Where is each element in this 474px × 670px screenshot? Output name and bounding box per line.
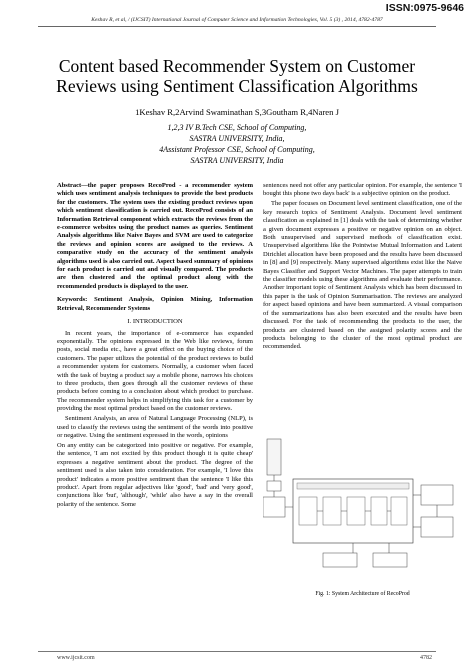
running-header: Keshav R, et al, / (IJCSIT) International Journal of Computer Science and Information Technologies, Vol. 5 (3) , 2014, 4782-4787: [91, 17, 383, 23]
output-box: [421, 485, 453, 505]
header-rule: [38, 26, 436, 27]
system-architecture-figure: [263, 433, 462, 585]
footer-url: www.ijcsit.com: [57, 655, 95, 661]
section-heading: I. INTRODUCTION: [127, 318, 183, 326]
affiliation-line: 1,2,3 IV B.Tech CSE, School of Computing,: [167, 123, 307, 132]
body-paragraph: The paper focuses on Document level sentiment classification, one of the key research topics of Sentiment Analysis. Document level sentiment classification as explained in [1] deals with the task of determining whether a given document expresses a positive or negative opinion on an object. Both unsupervised and supervised methods of classification exist. Unsupervised algorithms like the Pointwise Mutual Information and Latent Dirichlet allocation have been proposed and the results have been discussed in [8] and [9] respectively. Many supervised algorithms exist like the Naive Bayes Classifier and Support Vector Machines. The paper attempts to train the classifier models using these algorithms and evaluate their performance. Another important topic of Sentiment Analysis which has been discussed in this paper is the task of Opinion Summarisation. The reviews are analyzed for aspect based opinions and have been summarized. A visual comparison of the summarizations has also been executed and the results have been discussed. For the task of recommending the products to the user, the products are clustered based on the assigned polarity scores and the products belonging to the cluster of the most optimal product are recommended.: [263, 200, 462, 351]
title-line-1: Content based Recommender System on Customer: [58, 56, 416, 76]
affiliation-line: SASTRA UNIVERSITY, India,: [189, 134, 285, 143]
authors: 1Keshav R,2Arvind Swaminathan S,3Goutham R,4Naren J: [135, 107, 339, 117]
affiliation-line: 4Assistant Professor CSE, School of Computing,: [159, 145, 315, 154]
input-box: [267, 439, 281, 475]
title-line-2: Reviews using Sentiment Classification Algorithms: [56, 76, 418, 96]
footer-rule: [38, 651, 436, 652]
affiliations: [0, 122, 474, 166]
affiliation-line: SASTRA UNIVERSITY, India: [190, 156, 284, 165]
figure-caption: Fig. 1: System Architecture of RecoProd: [315, 591, 410, 597]
summary-box: [323, 553, 357, 567]
summary-box: [373, 553, 407, 567]
input-box: [267, 481, 281, 491]
keywords: Keywords: Sentiment Analysis, Opinion Mining, Information Retrieval, Recommender Systems: [57, 296, 253, 312]
intro-paragraph: Sentiment Analysis, an area of Natural Language Processing (NLP), is used to classify the reviews using the sentiment of the words into positive or negative. Using the sentiment expressed in the words, opinions: [57, 415, 253, 439]
page-number: 4782: [420, 655, 432, 661]
architecture-diagram: [263, 433, 462, 585]
intro-paragraph: On any entity can be categorized into positive or negative. For example, the sentence, 'I am not excited by this product though it is quite cheap' expresses a negative sentiment about the product. The degree of the sentiment used is also taken into consideration. For example, 'I love this product' indicates a more positive sentiment than the sentence 'I like this product'. Apart from regular adjectives like 'good', 'bad' and 'very good', conjunctions like 'but', 'although', 'while' also have a say in the overall polarity of the sentence. Some: [57, 441, 253, 508]
intro-paragraph: In recent years, the importance of e-commerce has expanded exponentially. The opinions expressed in the Web like reviews, forum posts, social media etc., have a great effect on the buying choice of the customers. The paper utilizes the potential of the product reviews to build a recommender system for customers. Normally, a customer when faced with the task of buying a product say a mobile phone, narrows his choices to three products, then goes through all the customer reviews of these products before coming to a conclusion about which product to purchase. The recommender system helps in simplifying this task for a customer by providing the most optimal product based on the customer reviews.: [57, 329, 253, 413]
abstract: Abstract—the paper proposes RecoProd - a recommender system which uses sentiment analysis techniques to provide the best products for the customers. The system uses the existing product reviews upon which sentiment classification is carried out. RecoProd consists of an Information Retrieval component which extracts the reviews from the e-commerce websites using the product names as queries. Sentiment Analysis algorithms like Naive Bayes and SVM are used to categorize the reviews and opinion scores are assigned to the reviews. A comparative study on the accuracy of the sentiment analysis algorithms used is also carried out. Aspect based summary of opinions for each product is carried out and visually compared. The products are then clustered and the optimal product along with the recommended products is displayed to the user.: [57, 182, 253, 290]
body-paragraph: sentences need not offer any particular opinion. For example, the sentence 'I bought this phone two days back' is a subjective opinion on the product.: [263, 182, 462, 198]
left-column: [57, 182, 253, 511]
output-box: [421, 517, 453, 537]
paper-title: [20, 56, 454, 96]
right-column: [263, 182, 462, 353]
query-box: [263, 497, 285, 517]
issn-label: ISSN:0975-9646: [385, 2, 464, 14]
